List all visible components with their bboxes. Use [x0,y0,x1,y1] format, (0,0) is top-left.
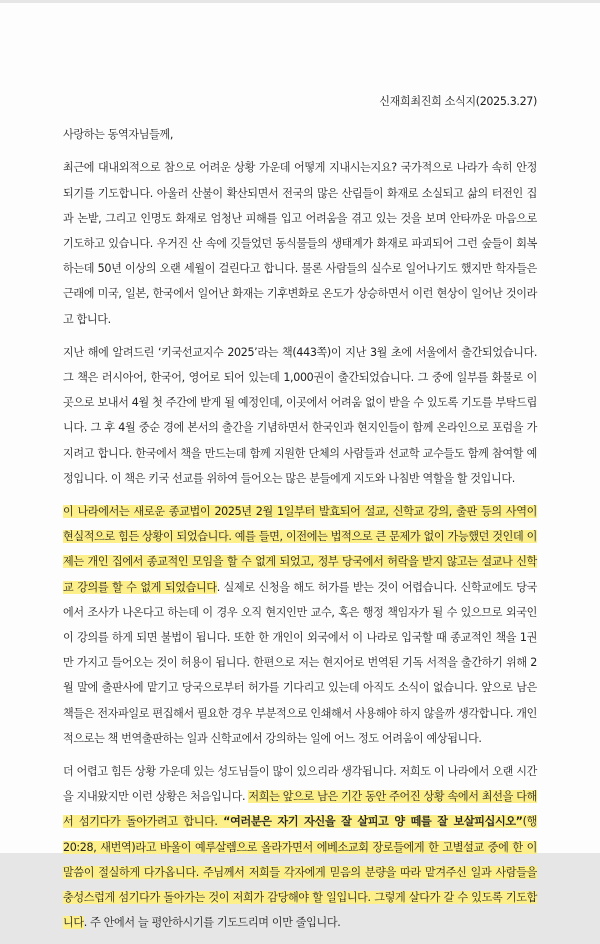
text-segment: 최근에 대내외적으로 참으로 어려운 상황 가운데 어떻게 지내시는지요? 국가적으로 나라가 속히 안정되기를 기도합니다. 아울러 산불이 확산되면서 전국의 많은 산림들이 화재로 소실되고 삶의 터전인 집과 논밭, 그리고 인명도 화재로 엄청난 피해를 입고 어려움을 겪고 있는 것을 보며 안타까운 마음으로 기도하고 있습니다. 우거진 산 속에 깃들었던 동식물들의 생태계가 화재로 파괴되어 그런 숲들이 회복하는데 50년 이상의 오랜 세월이 걸린다고 합니다. 물론 사람들의 실수로 일어나기도 했지만 학자들은 근래에 미국, 일본, 한국에서 일어난 화재는 기후변화로 온도가 상승하면서 이런 현상이 일어난 것이라고 합니다. [63,161,537,326]
letter-body [63,89,537,944]
text-segment: . 실제로 신청을 해도 허가를 받는 것이 어렵습니다. 신학교에도 당국에서 조사가 나온다고 하는데 이 경우 오직 현지인만 교수, 혹은 행정 책임자가 될 수 있으므로 외국인이 강의를 하게 되면 불법이 됩니다. 또한 한 개인이 외국에서 이 나라로 입국할 때 종교적인 책을 1권만 가지고 들어오는 것이 허용이 됩니다. 한편으로 저는 현지어로 번역된 기독 서적을 출간하기 위해 2월 말에 출판사에 맡기고 당국으로부터 허가를 기다리고 있는데 아직도 소식이 없습니다. 앞으로 남은 책들은 전자파일로 편집해서 필요한 경우 부분적으로 인쇄해서 사용해야 하지 않을까 생각합니다. 개인적으로는 책 번역출판하는 일과 신학교에서 강의하는 일에 어느 정도 어려움이 예상됩니다. [63,580,537,745]
paragraph-book-publication [63,340,537,491]
greeting: 사랑하는 동역자님들께, [63,128,174,142]
text-segment: . 주 안에서 늘 평안하시기를 기도드리며 이만 줄입니다. [83,916,341,930]
highlighted-text: 이 나라에서는 새로운 종교법이 2025년 2월 1일부터 발효되어 설교, 신학교 강의, 출판 등의 사역이 현실적으로 힘든 상황이 되었습니다. 예를 들면, 이전에는 법적으로 큰 문제가 없이 가능했던 것인데 이제는 개인 집에서 종교적인 모임을 할 수 없게 되었고, 정부 당국에서 허락을 받지 않고는 설교나 신학교 강의를 할 수 없게 되었습니다 [63,505,537,594]
paragraph-closing [63,759,537,935]
newsletter-title: 신재희최진희 소식지(2025.3.27) [379,95,537,108]
highlighted-text: 저희는 앞으로 남은 기간 동안 주어진 상황 속에서 최선을 다해서 섬기다가 돌아가려고 합니다. [63,790,537,829]
text-segment: 더 어렵고 힘든 상황 가운데 있는 성도님들이 많이 있으리라 생각됩니다. 저희도 이 나라에서 오랜 시간을 지내왔지만 이런 상황은 처음입니다. [63,765,537,804]
highlighted-text: “여러분은 자기 자신을 잘 살피고 양 떼를 잘 보살피십시오” [223,815,523,829]
paragraph-religion-law [63,499,537,751]
highlighted-text: (행 20:28, 새번역)라고 바울이 예루살렘으로 올라가면서 에베소교회 장로들에게 한 고별설교 중에 한 이 말씀이 절실하게 다가옵니다. 주님께서 저희들 각자에게 믿음의 분량을 따라 맡겨주신 일과 사람들을 충성스럽게 섬기다가 돌아가는 것이 저희가 감당해야 할 일입니다. 그렇게 살다가 갈 수 있도록 기도합니다 [63,815,537,930]
text-segment: 지난 해에 알려드린 ‘키국선교지수 2025’라는 책(443쪽)이 지난 3월 초에 서울에서 출간되었습니다. 그 책은 러시아어, 한국어, 영어로 되어 있는데 1,000권이 출간되었습니다. 그 중에 일부를 화물로 이곳으로 보내서 4월 첫 주간에 받게 될 예정인데, 이곳에서 어려움 없이 받을 수 있도록 기도를 부탁드립니다. 그 후 4월 중순 경에 본서의 출간을 기념하면서 한국인과 현지인들이 함께 온라인으로 포럼을 가지려고 합니다. 한국에서 책을 만드는데 함께 지원한 단체의 사람들과 선교학 교수들도 함께 참여할 예정입니다. 이 책은 키국 선교를 위하여 들어오는 많은 분들에게 지도와 나침반 역할을 할 것입니다. [63,345,537,485]
document-page [0,3,600,930]
paragraph-wildfire [63,155,537,331]
